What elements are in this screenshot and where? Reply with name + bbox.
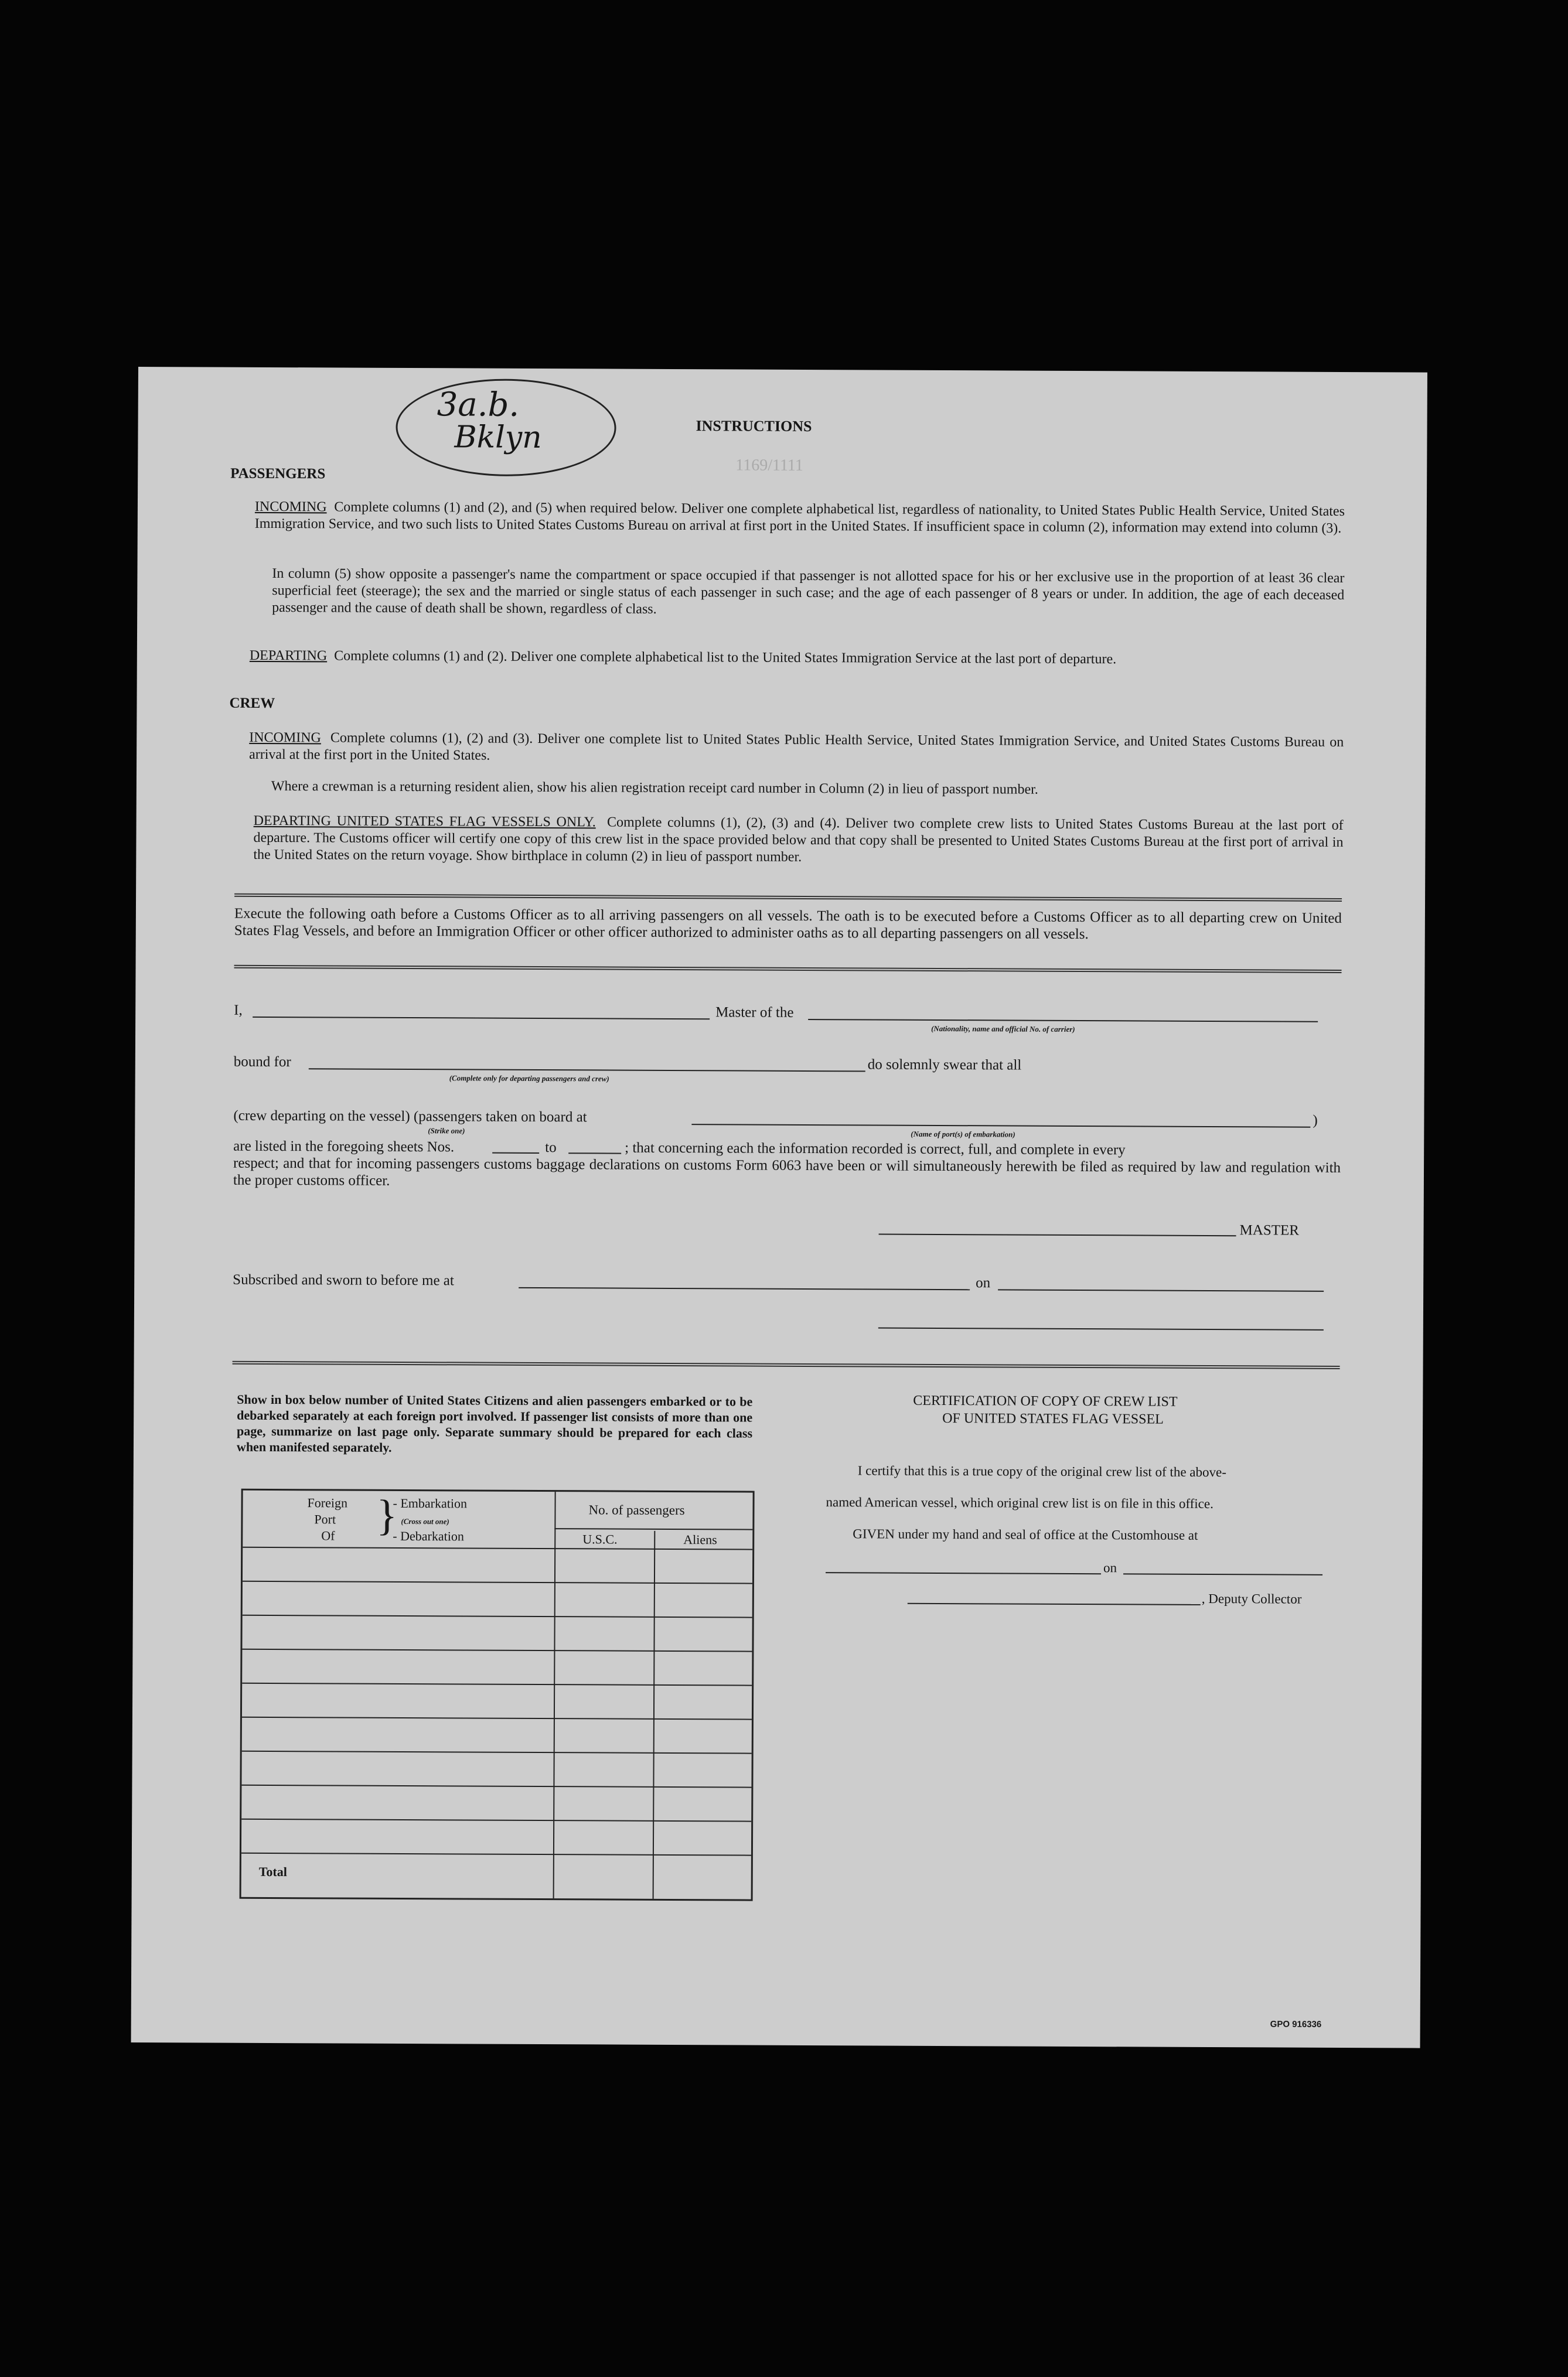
deputy-collector-signature-field[interactable]: [908, 1603, 1201, 1605]
crew-resident-alien-text: Where a crewman is a returning resident alien, show his alien registration receipt card number in Column (2) in lieu of passport number.: [271, 778, 1038, 797]
aliens-header: Aliens: [683, 1532, 717, 1547]
embarkation-port-field[interactable]: [691, 1124, 1310, 1128]
master-name-field[interactable]: [253, 1017, 710, 1019]
sworn-date-field[interactable]: [998, 1289, 1324, 1291]
to-label: to: [545, 1140, 557, 1156]
manifest-form-sheet: [131, 367, 1427, 2048]
section-divider-2: [234, 965, 1342, 973]
sworn-at-field[interactable]: [519, 1287, 970, 1290]
foreign-label: Foreign: [307, 1495, 348, 1510]
debarkation-label: - Debarkation: [393, 1528, 464, 1544]
bound-for-label: bound for: [233, 1053, 291, 1070]
crew-incoming-text: Complete columns (1), (2) and (3). Deliver one complete list to United States Public Health Service, United States Immigration Service, and United States Customs Bureau on arrival at the first port in the United States.: [249, 730, 1344, 763]
departing-label: DEPARTING: [249, 647, 328, 664]
certification-on-label: on: [1103, 1560, 1117, 1575]
port-caption: (Name of port(s) of embarkation): [911, 1129, 1015, 1139]
column-5-paragraph: In column (5) show opposite a passenger's name the compartment or space occupied if that passenger is not allotted space for his or her exclusive use in the proportion of at least 36 clear superficial feet (steerage); the sex and the married or single status of each passenger in such case; and the age of each passenger of 8 years or under. In addition, the age of each deceased passenger and the cause of death shall be shown, regardless of class.: [272, 566, 1345, 617]
no-passengers-header: No. of passengers: [588, 1502, 685, 1518]
certification-title-1: CERTIFICATION OF COPY OF CREW LIST: [913, 1393, 1178, 1410]
passengers-heading: PASSENGERS: [230, 465, 326, 482]
gpo-code: GPO 916336: [1270, 2019, 1322, 2030]
incoming-text: Complete columns (1) and (2), and (5) when required below. Deliver one complete alphabetical list, regardless of nationality, to United States Public Health Service, United States Immigration Service, and two such lists to United States Customs Bureau on arrival at first port in the United States. If insufficient space in column (2), information may extend into column (3).: [254, 499, 1345, 536]
departing-flag-label: DEPARTING UNITED STATES FLAG VESSELS ONLY.: [253, 813, 596, 830]
departing-flag-text: Complete columns (1), (2), (3) and (4). Deliver two complete crew lists to United States Customs Bureau at the last port of departure. The Customs officer will certify one copy of this crew list in the space provided below and that copy shall be presented to United States Customs Bureau at the first port of arrival in the United States on the return voyage. Show birthplace in column (2) in lieu of passport number.: [253, 814, 1344, 865]
sworn-on-label: on: [976, 1275, 991, 1291]
certification-title-2: OF UNITED STATES FLAG VESSEL: [942, 1411, 1164, 1427]
sheet-from-field[interactable]: [492, 1152, 539, 1154]
passengers-departing-paragraph: [250, 647, 1344, 669]
section-divider-3: [233, 1361, 1340, 1369]
certification-line-1: I certify that this is a true copy of the original crew list of the above-: [857, 1463, 1226, 1480]
oath-paragraph: Execute the following oath before a Customs Officer as to all arriving passengers on all vessels. The oath is to be executed before a Customs Officer as to all departing crew on United States Flag Vessels, and before an Immigration Officer or other officer authorized to administer oaths as to all departing passengers on all vessels.: [234, 905, 1342, 943]
deputy-collector-label: , Deputy Collector: [1201, 1591, 1302, 1607]
departing-flag-paragraph: [253, 813, 1343, 868]
sheet-to-field[interactable]: [568, 1152, 621, 1154]
master-of-label: Master of the: [715, 1004, 794, 1021]
master-label: MASTER: [1239, 1222, 1300, 1239]
officer-signature-field[interactable]: [878, 1328, 1324, 1331]
certification-line-2: named American vessel, which original crew list is on file in this office.: [826, 1495, 1214, 1512]
section-divider-1: [234, 893, 1342, 902]
departing-text: Complete columns (1) and (2). Deliver one complete alphabetical list to the United States Immigration Service at the last port of departure.: [334, 648, 1117, 667]
total-label: Total: [258, 1864, 287, 1880]
bound-for-caption: (Complete only for departing passengers and crew): [449, 1073, 609, 1083]
passenger-summary-table: [240, 1489, 755, 1901]
i-label: I,: [234, 1002, 243, 1018]
bound-for-field[interactable]: [309, 1068, 865, 1072]
close-paren: ): [1313, 1112, 1318, 1128]
carrier-field[interactable]: [808, 1019, 1318, 1022]
passengers-incoming-paragraph: [255, 499, 1345, 537]
master-signature-field[interactable]: [879, 1234, 1236, 1237]
faint-stamp-mark: 1169/1111: [735, 456, 803, 475]
respect-text: respect; and that for incoming passengers customs baggage declarations on customs Form 6063 have been or will simultaneously herewith be filed as required by law and regulation with the proper customs officer.: [233, 1155, 1341, 1189]
swear-label: do solemnly swear that all: [867, 1056, 1022, 1073]
strike-one-caption: (Strike one): [428, 1126, 465, 1135]
certification-date-field[interactable]: [1123, 1573, 1322, 1575]
nationality-caption: (Nationality, name and official No. of carrier): [931, 1024, 1075, 1034]
brace-glyph: }: [376, 1491, 398, 1540]
handwritten-note-line-2: Bklyn: [454, 420, 542, 456]
crew-heading: CREW: [229, 695, 275, 712]
of-label: Of: [321, 1528, 335, 1543]
incoming-label: INCOMING: [254, 499, 327, 515]
embarkation-label: - Embarkation: [393, 1495, 468, 1511]
certification-place-field[interactable]: [826, 1572, 1101, 1574]
cross-out-caption: (Cross out one): [401, 1516, 449, 1526]
summary-instructions: Show in box below number of United States Citizens and alien passengers embarked or to be debarked separately at each foreign port involved. If passenger list consists of more than one page, summarize on last page only. Separate summary should be prepared for each class when manifested separately.: [236, 1392, 753, 1455]
handwritten-note-line-1: 3a.b.: [437, 386, 520, 424]
listed-text-1: are listed in the foregoing sheets Nos.: [233, 1138, 455, 1155]
page-title: INSTRUCTIONS: [696, 417, 812, 435]
crew-departing-label: (crew departing on the vessel) (passengers taken on board at: [233, 1107, 587, 1126]
certification-line-3: GIVEN under my hand and seal of office at the Customhouse at: [853, 1526, 1198, 1543]
crew-incoming-label: INCOMING: [249, 729, 321, 746]
listed-text-2: ; that concerning each the information recorded is correct, full, and complete in every: [625, 1140, 1126, 1158]
subscribed-label: Subscribed and sworn to before me at: [233, 1271, 454, 1289]
port-label: Port: [314, 1512, 336, 1527]
usc-header: U.S.C.: [582, 1532, 618, 1547]
crew-incoming-paragraph: [249, 729, 1344, 768]
